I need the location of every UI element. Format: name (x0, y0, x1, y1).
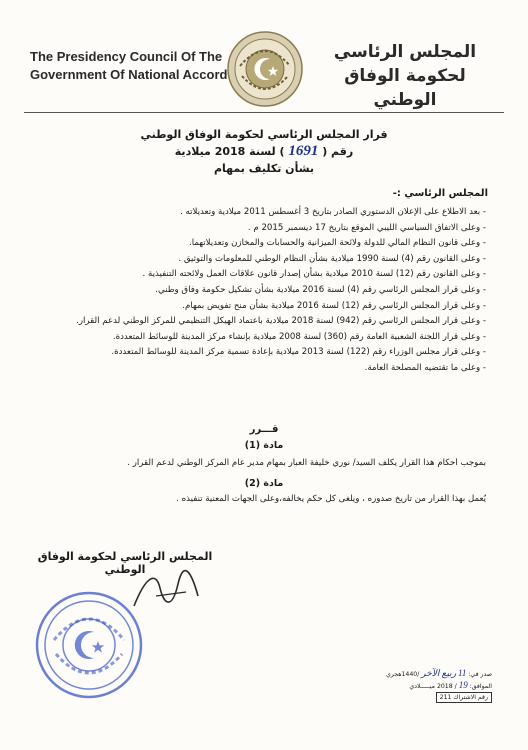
clause-item: - وعلى قانون النظام المالي للدولة ولائحة الميزانية والحسابات والمخازن وتعديلاتهما. (26, 236, 486, 252)
article-1-text: بموجب أحكام هذا القرار يكلف السيد/ نوري خليفة العبار بمهام مدير عام المركز الوطني لدعم القرار . (127, 458, 486, 468)
clause-item: - وعلى ما تقتضيه المصلحة العامة. (26, 361, 486, 377)
decision-number (60, 143, 468, 160)
official-stamp-icon (34, 590, 144, 700)
clause-item: - وعلى الاتفاق السياسي الليبي الموقع بتاريخ 17 ديسمبر 2015 م . (26, 221, 486, 237)
decision-title: قرار المجلس الرئاسي لحكومة الوفاق الوطني (140, 128, 388, 141)
gregorian-rest: / 2018 ميـــــلادي (409, 683, 457, 690)
clause-item: - وعلى قرار المجلس الرئاسي رقم (4) لسنة 2016 ميلادية بشأن تشكيل حكومة وفاق وطني. (26, 283, 486, 299)
preamble-clauses (26, 205, 486, 377)
clause-item: - وعلى القانون رقم (4) لسنة 1990 ميلادية بشأن النظام الوطني للمعلومات والتوثيق . (26, 252, 486, 268)
emblem-seal-icon (226, 30, 304, 108)
clause-item: - وعلى قرار المجلس الرئاسي رقم (12) لسنة 2016 ميلادية بشأن منح تفويض بمهام. (26, 299, 486, 315)
header-english (30, 48, 230, 84)
issued-hijri-year: /1440هجري (385, 671, 420, 678)
issue-metadata (262, 668, 492, 703)
article-2-heading: مادة (2) (244, 478, 284, 489)
clause-item: - وعلى القانون رقم (12) لسنة 2010 ميلادية بشأن إصدار قانون علاقات العمل ولائحته التنفيذية . (26, 267, 486, 283)
clause-item: - بعد الاطلاع على الإعلان الدستوري الصادر بتاريخ 3 أغسطس 2011 ميلادية وتعديلاته . (26, 205, 486, 221)
article-2-text: يُعمل بهذا القرار من تاريخ صدوره ، ويلغى كل حكم يخالفه،وعلى الجهات المعنية تنفيذه . (176, 494, 486, 504)
corresponding-line (262, 680, 492, 692)
decision-number-prefix: رقم ( (322, 145, 354, 158)
decision-subject: بشأن تكليف بمهام (213, 162, 315, 175)
issued-hijri-month: ربيع الآخر (421, 668, 457, 678)
ref-label: رقم الاشتراك 211 (436, 692, 492, 703)
signature-block-label: المجلس الرئاسي لحكومة الوفاق الوطني (37, 550, 213, 576)
header-ar-line2: لحكومة الوفاق الوطني (344, 66, 466, 110)
issued-hijri-day: 11 (458, 668, 467, 678)
decision-number-handwritten: 1691 (288, 143, 319, 159)
decision-number-suffix: ) لسنة 2018 ميلادية (174, 145, 285, 158)
header-en-line2: Government Of National Accord (30, 67, 228, 82)
decision-title-block (60, 126, 468, 177)
issued-label: صدر في: (468, 671, 492, 678)
clause-item: - وعلى قرار اللجنة الشعبية العامة رقم (360) لسنة 2008 ميلادية بإنشاء مركز المدينة للوسائط المتعددة. (26, 330, 486, 346)
header-en-line1: The Presidency Council Of The (30, 49, 223, 64)
article-1-heading: مادة (1) (244, 440, 284, 451)
header-arabic (310, 40, 500, 112)
header-divider (24, 112, 504, 113)
header-ar-line1: المجلس الرئاسي (333, 42, 477, 62)
corresponding-label: الموافق: (469, 683, 492, 690)
gregorian-day: 19 (458, 680, 468, 690)
clause-item: - وعلى قرار المجلس الرئاسي رقم (942) لسنة 2018 ميلادية باعتماد الهيكل التنظيمي للمركز الوطني لدعم القرار. (26, 314, 486, 330)
decided-heading (0, 424, 528, 435)
clause-item: - وعلى قرار مجلس الوزراء رقم (122) لسنة 2013 ميلادية بإعادة تسمية مركز المدينة للوسائط المتعددة. (26, 345, 486, 361)
ref-line (262, 692, 492, 703)
issued-line (262, 668, 492, 680)
decided-label: قـــرر (249, 424, 279, 435)
council-label: المجلس الرئاسي :- (392, 188, 488, 199)
